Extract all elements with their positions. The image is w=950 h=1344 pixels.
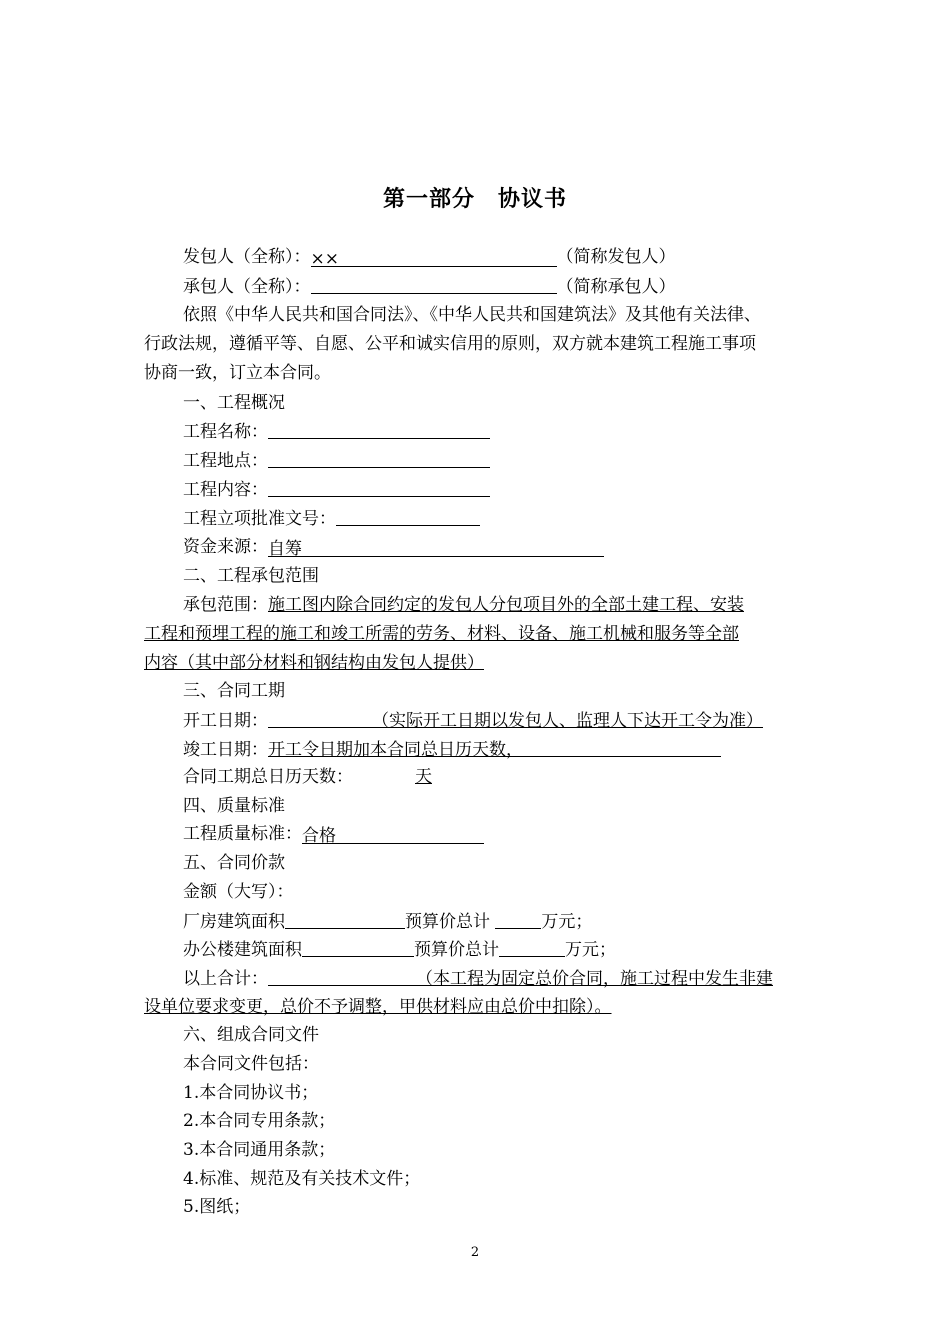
- fund-label: 资金来源：: [183, 537, 268, 557]
- project-location-line: [183, 449, 490, 472]
- sum-note-2: 设单位要求变更，总价不予调整，甲供材料应由总价中扣除）。: [144, 997, 612, 1017]
- employer-suffix: （简称发包人）: [556, 247, 676, 267]
- end-date-field[interactable]: [523, 738, 721, 757]
- section-3-heading: 三、合同工期: [183, 681, 285, 701]
- end-date-value: 开工令日期加本合同总日历天数，: [268, 740, 523, 760]
- section-2-heading: 二、工程承包范围: [183, 566, 319, 586]
- documents-intro: 本合同文件包括：: [183, 1054, 319, 1074]
- employer-value: ××: [310, 249, 339, 269]
- sum-label: 以上合计：: [183, 969, 268, 989]
- page-title: 第一部分 协议书: [382, 186, 567, 212]
- section-6-heading: 六、组成合同文件: [183, 1025, 319, 1045]
- office-budget-label: 预算价总计: [414, 940, 499, 960]
- end-date-line: [183, 738, 721, 761]
- total-days-unit: 天: [415, 767, 432, 787]
- factory-budget-label: 预算价总计: [405, 912, 490, 932]
- fund-field[interactable]: [268, 538, 604, 557]
- project-content-field[interactable]: [268, 478, 490, 497]
- quality-label: 工程质量标准：: [183, 824, 302, 844]
- document-item-1: 1.本合同协议书；: [183, 1083, 319, 1103]
- end-date-label: 竣工日期：: [183, 740, 268, 760]
- quality-line: [183, 823, 484, 845]
- scope-label: 承包范围：: [183, 595, 268, 615]
- sum-line: [183, 967, 773, 990]
- amount-line: 金额（大写）：: [183, 882, 294, 902]
- document-item-4: 4.标准、规范及有关技术文件；: [183, 1169, 421, 1189]
- employer-label: 发包人（全称）：: [183, 247, 311, 267]
- fund-value: 自筹: [268, 539, 302, 559]
- intro-line-3: 协商一致，订立本合同。: [144, 363, 331, 383]
- start-date-line: [183, 709, 763, 732]
- project-name-label: 工程名称：: [183, 422, 268, 442]
- section-5-heading: 五、合同价款: [183, 853, 285, 873]
- factory-area-label: 厂房建筑面积: [183, 912, 285, 932]
- page-number: 2: [470, 1245, 480, 1260]
- scope-text-3: 内容（其中部分材料和钢结构由发包人提供）: [144, 653, 484, 673]
- document-item-5: 5.图纸；: [183, 1197, 251, 1217]
- contractor-line: [183, 275, 676, 298]
- start-date-note: （实际开工日期以发包人、监理人下达开工令为准）: [372, 711, 763, 731]
- intro-line-2: 行政法规，遵循平等、自愿、公平和诚实信用的原则，双方就本建筑工程施工事项: [144, 334, 756, 354]
- project-location-field[interactable]: [268, 449, 490, 468]
- approval-label: 工程立项批准文号：: [183, 509, 336, 529]
- factory-line: [183, 910, 592, 933]
- project-name-field[interactable]: [268, 420, 490, 439]
- project-content-line: [183, 478, 490, 501]
- employer-line: [183, 246, 676, 268]
- sum-field[interactable]: [268, 967, 416, 986]
- contractor-suffix: （简称承包人）: [556, 277, 676, 297]
- scope-line-1: [183, 594, 744, 616]
- total-days-label: 合同工期总日历天数：: [183, 767, 353, 787]
- document-item-3: 3.本合同通用条款；: [183, 1140, 336, 1160]
- start-date-label: 开工日期：: [183, 711, 268, 731]
- section-1-heading: 一、工程概况: [183, 393, 285, 413]
- section-4-heading: 四、质量标准: [183, 796, 285, 816]
- quality-value: 合格: [302, 826, 336, 846]
- office-budget-field[interactable]: [499, 938, 565, 957]
- approval-line: [183, 507, 480, 530]
- quality-field[interactable]: [302, 825, 484, 844]
- start-date-field[interactable]: [268, 709, 372, 728]
- office-area-label: 办公楼建筑面积: [183, 940, 302, 960]
- office-unit: 万元；: [565, 940, 616, 960]
- project-name-line: [183, 420, 490, 443]
- factory-unit: 万元；: [541, 912, 593, 932]
- document-item-2: 2.本合同专用条款；: [183, 1111, 336, 1131]
- project-location-label: 工程地点：: [183, 451, 268, 471]
- office-area-field[interactable]: [302, 938, 414, 957]
- total-days-line: [183, 766, 432, 788]
- factory-area-field[interactable]: [285, 910, 405, 929]
- project-content-label: 工程内容：: [183, 480, 268, 500]
- scope-text-1: 施工图内除合同约定的发包人分包项目外的全部土建工程、安装: [268, 595, 744, 615]
- sum-note-1: （本工程为固定总价合同，施工过程中发生非建: [416, 969, 773, 989]
- fund-line: [183, 536, 604, 558]
- employer-field[interactable]: [311, 248, 557, 267]
- contractor-label: 承包人（全称）：: [183, 277, 311, 297]
- factory-budget-field[interactable]: [495, 910, 541, 929]
- contractor-field[interactable]: [311, 275, 557, 294]
- intro-line-1: 依照《中华人民共和国合同法》、《中华人民共和国建筑法》及其他有关法律、: [183, 305, 761, 325]
- approval-field[interactable]: [336, 507, 480, 526]
- scope-text-2: 工程和预埋工程的施工和竣工所需的劳务、材料、设备、施工机械和服务等全部: [144, 624, 739, 644]
- office-line: [183, 938, 616, 961]
